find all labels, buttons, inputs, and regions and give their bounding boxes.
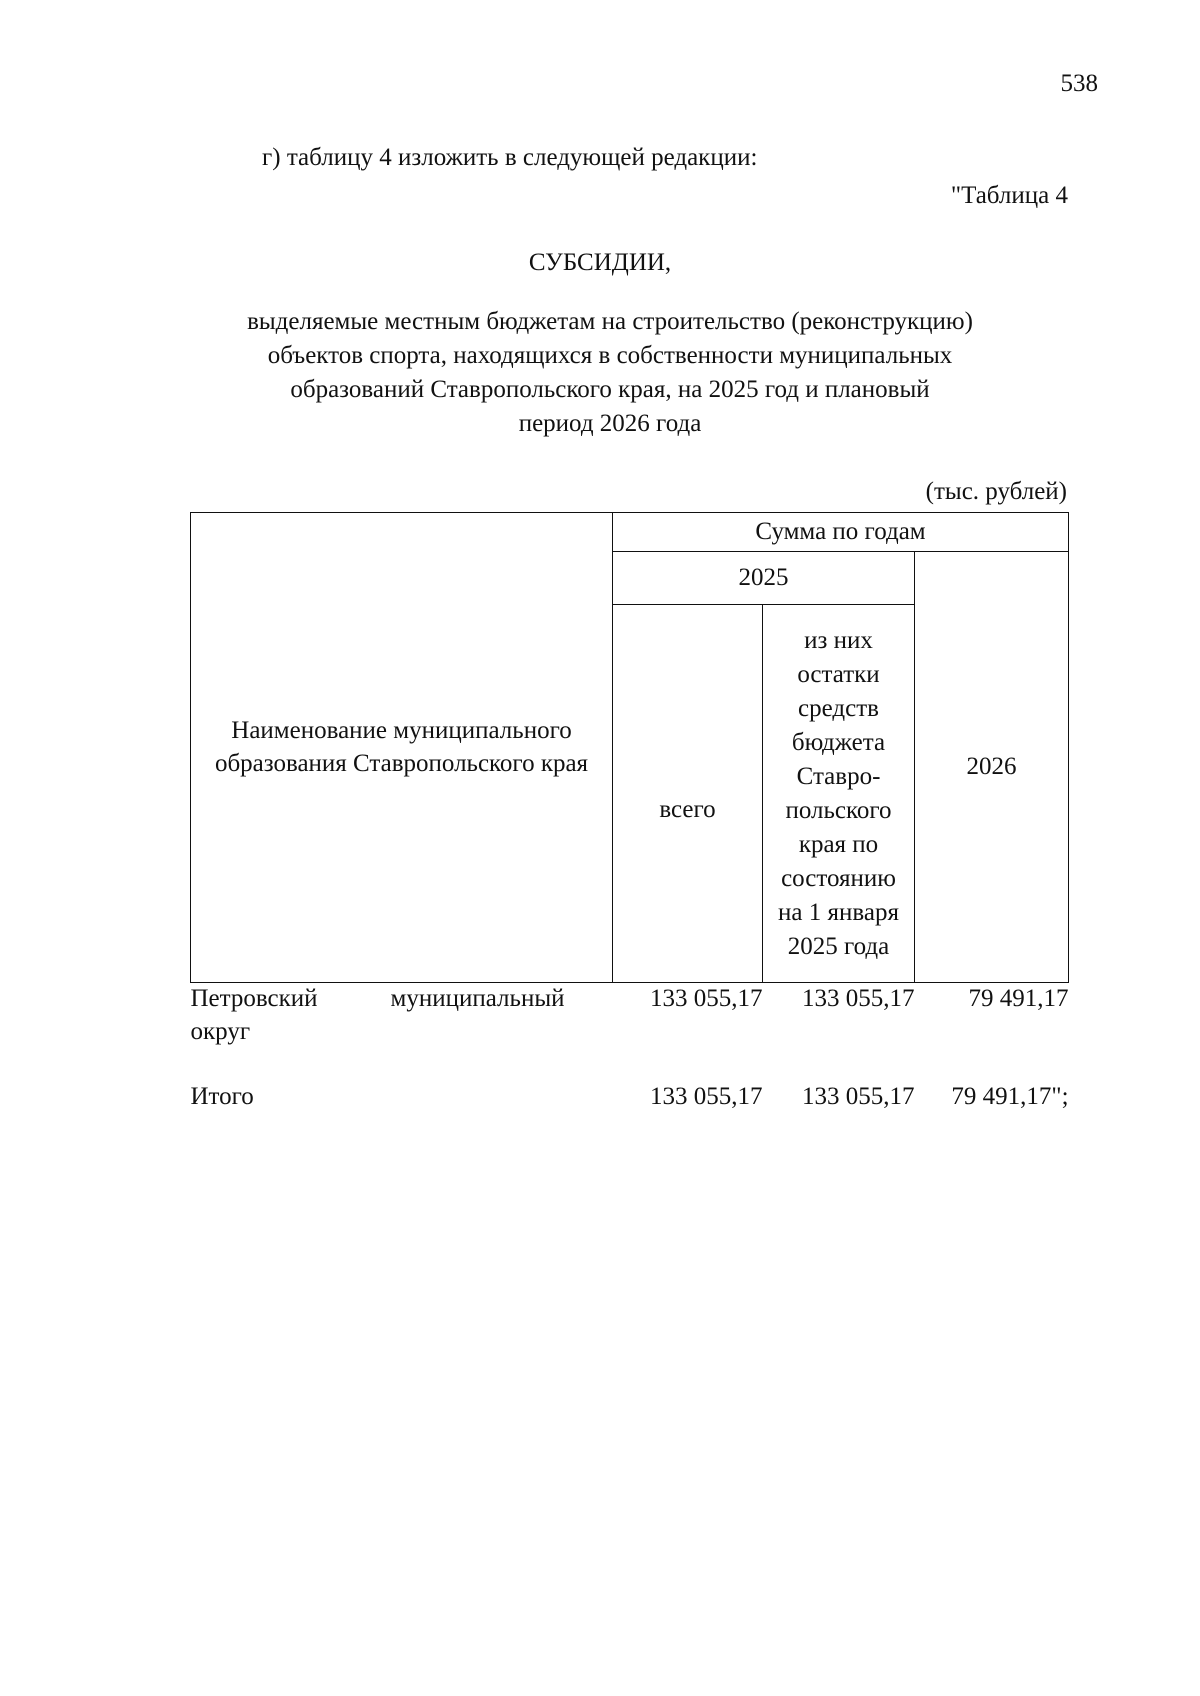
row-name-word: Петровский (190, 985, 318, 1012)
subsidy-table (190, 512, 1069, 1114)
page-number: 538 (1060, 70, 1098, 97)
subtitle-line: период 2026 года (518, 410, 702, 437)
total-value-2026: 79 491,17"; (951, 1083, 1069, 1110)
table-row (191, 983, 1069, 1082)
row-name-cell (191, 983, 613, 1082)
header-remain-2025: из них остатки средств бюджета Ставро-польского края по состоянию на 1 января 2025 года (763, 605, 915, 983)
total-remain-2025: 133 055,17 (802, 1083, 915, 1110)
table-label: "Таблица 4 (950, 182, 1068, 209)
row-name-word: муниципальный (390, 985, 565, 1012)
row-value-2026: 79 491,17 (968, 985, 1069, 1012)
document-title: СУБСИДИИ, (528, 249, 672, 276)
total-label: Итого (190, 1083, 254, 1110)
row-total-2025: 133 055,17 (650, 985, 763, 1012)
intro-text: г) таблицу 4 изложить в следующей редакции: (262, 144, 758, 171)
subtitle-line: образований Ставропольского края, на 2025 год и плановый (290, 376, 930, 403)
header-name-column: Наименование муниципального образования Ставропольского края (191, 513, 613, 983)
row-remain-2025: 133 055,17 (802, 985, 915, 1012)
units-label: (тыс. рублей) (925, 478, 1067, 505)
total-total-2025: 133 055,17 (650, 1083, 763, 1110)
header-total-2025: всего (613, 605, 763, 983)
header-year-2026: 2026 (915, 552, 1069, 983)
subtitle-line: выделяемые местным бюджетам на строительство (реконструкцию) (247, 308, 973, 335)
document-subtitle (170, 305, 1050, 441)
subtitle-line: объектов спорта, находящихся в собственности муниципальных (267, 342, 953, 369)
header-sum-by-years: Сумма по годам (613, 513, 1069, 552)
row-name-word: округ (190, 1017, 251, 1045)
table-total-row (191, 1081, 1069, 1114)
header-year-2025: 2025 (613, 552, 915, 605)
table-header-row (191, 513, 1069, 552)
